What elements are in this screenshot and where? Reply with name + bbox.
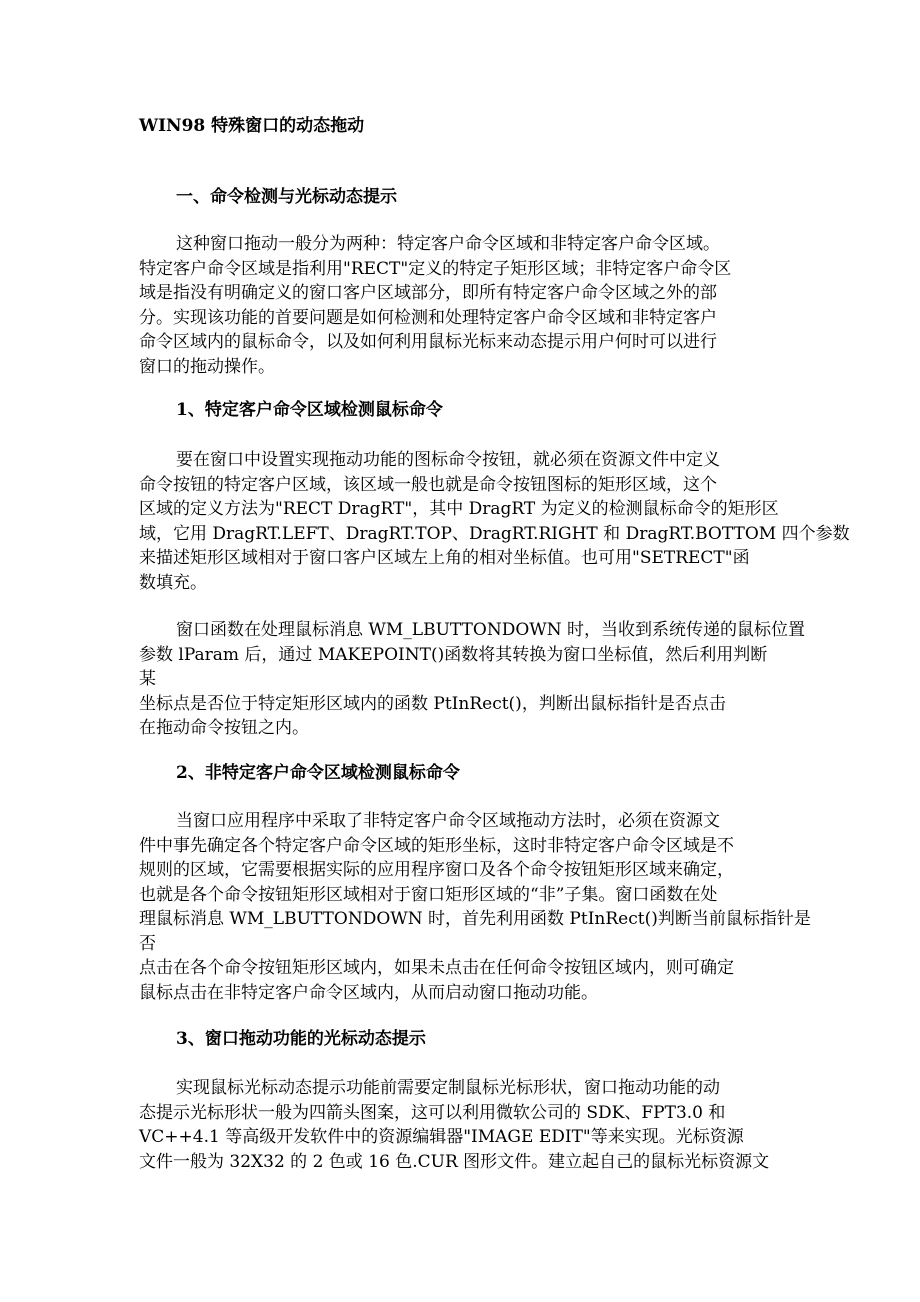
paragraph-line: 当窗口应用程序中采取了非特定客户命令区域拖动方法时，必须在资源文 — [176, 811, 720, 831]
paragraph-line: 来描述矩形区域相对于窗口客户区域左上角的相对坐标值。也可用"SETRECT"函 — [139, 548, 750, 568]
paragraph-line: 点击在各个命令按钮矩形区域内，如果未点击在任何命令按钮区域内，则可确定 — [139, 958, 734, 978]
paragraph-line: 文件一般为 32X32 的 2 色或 16 色.CUR 图形文件。建立起自己的鼠标光标资源文 — [139, 1151, 770, 1172]
paragraph-line: 区域的定义方法为"RECT DragRT"，其中 DragRT 为定义的检测鼠标命令的矩形区 — [139, 499, 779, 519]
paragraph-line: 特定客户命令区域是指利用"RECT"定义的特定子矩形区域；非特定客户命令区 — [139, 258, 732, 279]
paragraph-line: 规则的区域，它需要根据实际的应用程序窗口及各个命令按钮矩形区域来确定， — [139, 860, 734, 880]
paragraph-line: 在拖动命令按钮之内。 — [139, 718, 309, 738]
paragraph-line: 态提示光标形状一般为四箭头图案，这可以利用微软公司的 SDK、FPT3.0 和 — [139, 1102, 726, 1123]
paragraph-line: 理鼠标消息 WM_LBUTTONDOWN 时，首先利用函数 PtInRect()判断当前鼠标指针是 — [139, 909, 811, 929]
document-title: WIN98 特殊窗口的动态拖动 — [139, 116, 365, 136]
paragraph-line: 命令按钮的特定客户区域，该区域一般也就是命令按钮图标的矩形区域，这个 — [139, 474, 717, 495]
paragraph-line: 命令区域内的鼠标命令，以及如何利用鼠标光标来动态提示用户何时可以进行 — [139, 332, 717, 352]
paragraph-line: 实现鼠标光标动态提示功能前需要定制鼠标光标形状，窗口拖动功能的动 — [176, 1078, 720, 1098]
paragraph-line: 这种窗口拖动一般分为两种：特定客户命令区域和非特定客户命令区域。 — [176, 234, 720, 254]
paragraph-line: 数填充。 — [139, 572, 207, 593]
paragraph-line: 域是指没有明确定义的窗口客户区域部分，即所有特定客户命令区域之外的部 — [139, 283, 717, 303]
paragraph-line: 否 — [139, 933, 156, 954]
paragraph-line: VC++4.1 等高级开发软件中的资源编辑器"IMAGE EDIT"等来实现。光标资源 — [139, 1127, 744, 1147]
section1-paragraph — [139, 232, 799, 379]
paragraph-line: 鼠标点击在非特定客户命令区域内，从而启动窗口拖动功能。 — [139, 982, 598, 1003]
section3-heading: 2、非特定客户命令区域检测鼠标命令 — [176, 763, 460, 783]
paragraph-line: 也就是各个命令按钮矩形区域相对于窗口矩形区域的“非”子集。窗口函数在处 — [139, 884, 718, 905]
section2-paragraph1 — [139, 448, 850, 595]
paragraph-line: 坐标点是否位于特定矩形区域内的函数 PtInRect()，判断出鼠标指针是否点击 — [139, 693, 726, 714]
section4-heading: 3、窗口拖动功能的光标动态提示 — [176, 1029, 426, 1049]
paragraph-line: 分。实现该功能的首要问题是如何检测和处理特定客户命令区域和非特定客户 — [139, 307, 717, 328]
section1-heading: 一、命令检测与光标动态提示 — [176, 187, 397, 207]
paragraph-line: 件中事先确定各个特定客户命令区域的矩形坐标，这时非特定客户命令区域是不 — [139, 835, 734, 856]
section2-paragraph2 — [139, 618, 806, 741]
paragraph-line: 域，它用 DragRT.LEFT、DragRT.TOP、DragRT.RIGHT 和 DragRT.BOTTOM 四个参数 — [139, 523, 850, 544]
section4-paragraph — [139, 1076, 799, 1174]
section2-heading: 1、特定客户命令区域检测鼠标命令 — [176, 400, 443, 420]
section3-paragraph — [139, 809, 811, 1005]
paragraph-line: 窗口的拖动操作。 — [139, 356, 275, 377]
paragraph-line: 窗口函数在处理鼠标消息 WM_LBUTTONDOWN 时，当收到系统传递的鼠标位置 — [176, 620, 806, 640]
paragraph-line: 要在窗口中设置实现拖动功能的图标命令按钮，就必须在资源文件中定义 — [176, 450, 720, 470]
paragraph-line: 某 — [139, 669, 156, 689]
paragraph-line: 参数 lParam 后，通过 MAKEPOINT()函数将其转换为窗口坐标值，然后利用判断 — [139, 644, 768, 665]
